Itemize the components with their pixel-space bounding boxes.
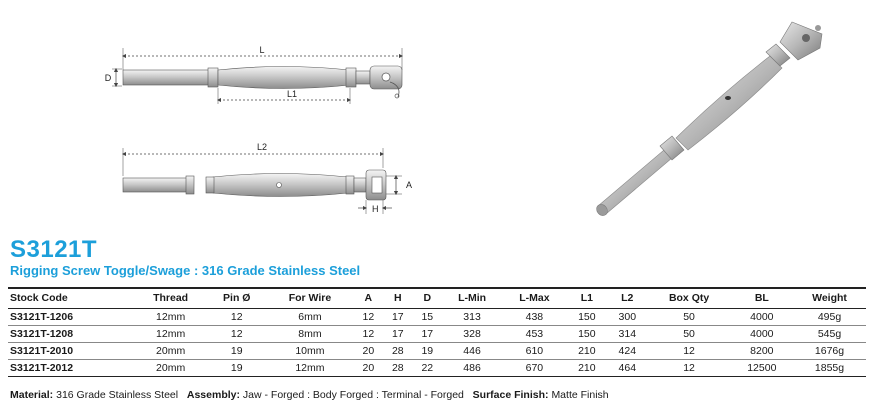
cell-l2: 314 [607, 326, 647, 343]
col-header-a: A [354, 288, 383, 309]
cell-thread: 12mm [134, 309, 207, 326]
cell-stock-code: S3121T-1208 [8, 326, 134, 343]
col-header-box-qty: Box Qty [648, 288, 731, 309]
cell-h: 28 [383, 343, 412, 360]
material-label: Material: [10, 389, 54, 401]
cell-bl: 4000 [731, 326, 793, 343]
dim-L1-label: L1 [286, 89, 298, 99]
cell-for-wire: 6mm [266, 309, 353, 326]
cell-box-qty: 50 [648, 326, 731, 343]
table-row [8, 309, 866, 326]
col-header-stock-code: Stock Code [8, 288, 134, 309]
col-header-l2: L2 [607, 288, 647, 309]
dim-H-label: H [372, 204, 379, 214]
finish-label: Surface Finish: [472, 389, 549, 401]
cell-box-qty: 50 [648, 309, 731, 326]
cell-a: 20 [354, 343, 383, 360]
cell-h: 28 [383, 360, 412, 377]
cell-weight: 1855g [793, 360, 866, 377]
cell-pin: 19 [207, 343, 266, 360]
col-header-weight: Weight [793, 288, 866, 309]
cell-d: 17 [413, 326, 442, 343]
cell-l-min: 313 [442, 309, 502, 326]
cell-l2: 300 [607, 309, 647, 326]
cell-l-min: 328 [442, 326, 502, 343]
col-header-l1: L1 [567, 288, 607, 309]
cell-pin: 12 [207, 326, 266, 343]
col-header-l-min: L-Min [442, 288, 502, 309]
cell-for-wire: 12mm [266, 360, 353, 377]
cell-l1: 210 [567, 343, 607, 360]
cell-weight: 495g [793, 309, 866, 326]
cell-a: 12 [354, 326, 383, 343]
dim-A-label: A [406, 180, 413, 190]
cell-pin: 19 [207, 360, 266, 377]
cell-thread: 20mm [134, 360, 207, 377]
cell-d: 15 [413, 309, 442, 326]
cell-thread: 12mm [134, 326, 207, 343]
cell-l1: 150 [567, 309, 607, 326]
col-header-bl: BL [731, 288, 793, 309]
cell-weight: 1676g [793, 343, 866, 360]
cell-stock-code: S3121T-1206 [8, 309, 134, 326]
cell-weight: 545g [793, 326, 866, 343]
cell-l1: 210 [567, 360, 607, 377]
cell-d: 22 [413, 360, 442, 377]
cell-for-wire: 8mm [266, 326, 353, 343]
table-header-row [8, 288, 866, 309]
col-header-for-wire: For Wire [266, 288, 353, 309]
dim-L2-label: L2 [256, 142, 268, 152]
cell-stock-code: S3121T-2010 [8, 343, 134, 360]
cell-box-qty: 12 [648, 343, 731, 360]
dim-D-label: D [104, 73, 112, 83]
product-code-title: S3121T [10, 236, 98, 263]
table-row [8, 343, 866, 360]
cell-l2: 464 [607, 360, 647, 377]
cell-l-max: 453 [502, 326, 567, 343]
specification-table [8, 287, 866, 377]
assembly-value: Jaw - Forged : Body Forged : Terminal - Forged [242, 389, 464, 401]
product-photo [594, 22, 822, 218]
col-header-thread: Thread [134, 288, 207, 309]
finish-value: Matte Finish [551, 389, 609, 401]
cell-l-max: 670 [502, 360, 567, 377]
spec-footer [10, 389, 609, 401]
cell-thread: 20mm [134, 343, 207, 360]
col-header-d: D [413, 288, 442, 309]
cell-l-max: 610 [502, 343, 567, 360]
table-row [8, 326, 866, 343]
cell-l2: 424 [607, 343, 647, 360]
table-row [8, 360, 866, 377]
drawing-top [105, 45, 402, 104]
cell-d: 19 [413, 343, 442, 360]
cell-bl: 4000 [731, 309, 793, 326]
cell-a: 12 [354, 309, 383, 326]
product-subtitle: Rigging Screw Toggle/Swage : 316 Grade Stainless Steel [10, 263, 361, 278]
material-value: 316 Grade Stainless Steel [56, 389, 179, 401]
cell-h: 17 [383, 326, 412, 343]
col-header-l-max: L-Max [502, 288, 567, 309]
cell-l-min: 446 [442, 343, 502, 360]
cell-for-wire: 10mm [266, 343, 353, 360]
cell-box-qty: 12 [648, 360, 731, 377]
col-header-pin: Pin Ø [207, 288, 266, 309]
drawing-bottom [123, 142, 412, 214]
col-header-h: H [383, 288, 412, 309]
cell-bl: 8200 [731, 343, 793, 360]
cell-l1: 150 [567, 326, 607, 343]
assembly-label: Assembly: [186, 389, 240, 401]
dim-L-label: L [259, 45, 265, 55]
cell-a: 20 [354, 360, 383, 377]
cell-l-max: 438 [502, 309, 567, 326]
cell-l-min: 486 [442, 360, 502, 377]
cell-h: 17 [383, 309, 412, 326]
cell-stock-code: S3121T-2012 [8, 360, 134, 377]
cell-bl: 12500 [731, 360, 793, 377]
cell-pin: 12 [207, 309, 266, 326]
